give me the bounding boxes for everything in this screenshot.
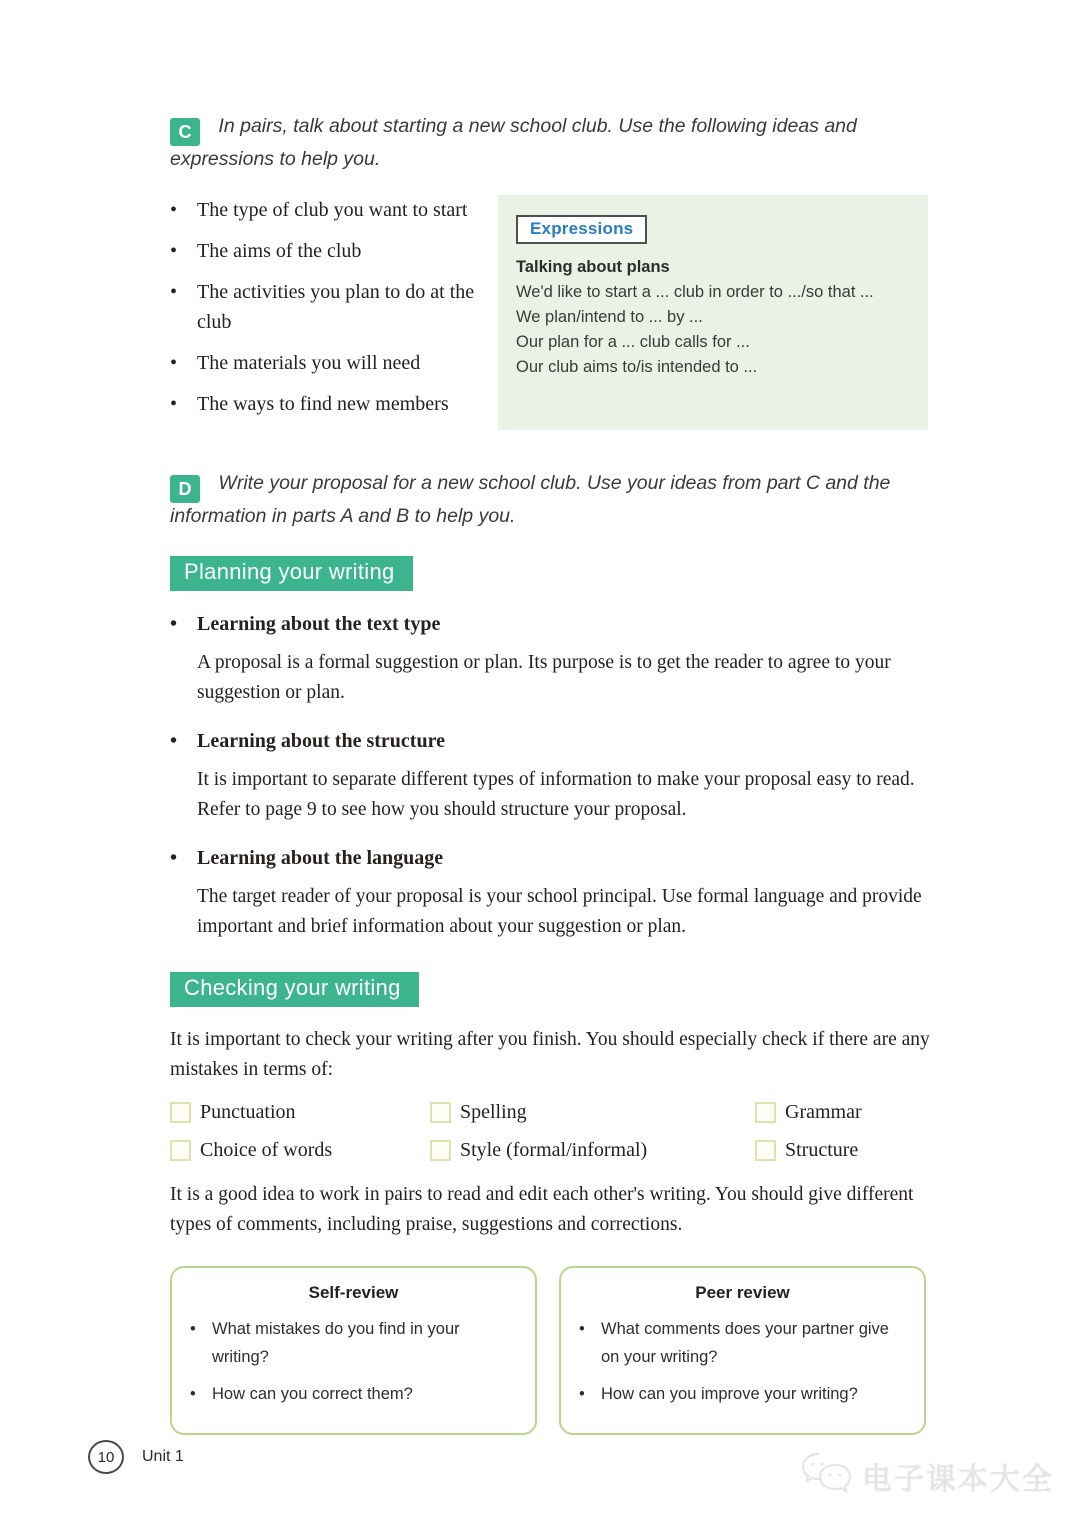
checkbox-item bbox=[170, 1139, 430, 1162]
expressions-title: Expressions bbox=[516, 215, 647, 244]
wechat-chat-bubbles-icon bbox=[800, 1451, 852, 1500]
planning-item-body: It is important to separate different types of information to make your proposal easy to read. Refer to page 9 to see how you should structure your proposal. bbox=[197, 769, 915, 820]
ideas-list bbox=[170, 195, 498, 430]
bullet-icon: • bbox=[170, 730, 178, 752]
part-c-instruction-row bbox=[170, 0, 932, 173]
planning-item-title: Learning about the language bbox=[197, 847, 444, 869]
watermark-text: 电子课本大全 bbox=[862, 1462, 1054, 1496]
checkbox-label: Spelling bbox=[460, 1101, 527, 1123]
expression-line: We plan/intend to ... by ... bbox=[516, 308, 703, 326]
idea-text: The activities you plan to do at the club bbox=[197, 281, 475, 333]
part-d-instruction-row bbox=[170, 470, 932, 530]
expression-line: We'd like to start a ... club in order to .../so that ... bbox=[516, 283, 874, 301]
peer-review-title: Peer review bbox=[695, 1283, 790, 1302]
checkbox-label: Structure bbox=[785, 1139, 859, 1161]
list-item bbox=[170, 277, 498, 337]
planning-heading: Planning your writing bbox=[170, 556, 413, 591]
watermark bbox=[800, 1451, 1054, 1500]
review-question-text: What comments does your partner give on your writing? bbox=[601, 1320, 889, 1366]
peer-review-box bbox=[559, 1266, 926, 1435]
list-item bbox=[170, 389, 498, 419]
expression-line: Our club aims to/is intended to ... bbox=[516, 358, 758, 376]
bullet-icon: • bbox=[170, 847, 178, 869]
list-item bbox=[170, 236, 498, 266]
idea-text: The aims of the club bbox=[197, 240, 362, 262]
planning-item-body: A proposal is a formal suggestion or plan. Its purpose is to get the reader to agree to your suggestion or plan. bbox=[197, 652, 891, 703]
planning-item bbox=[170, 613, 932, 708]
bullet-icon: • bbox=[170, 352, 178, 374]
bullet-icon: • bbox=[579, 1320, 585, 1338]
page-number: 10 bbox=[88, 1440, 124, 1474]
checkbox-item bbox=[755, 1101, 932, 1124]
checkbox-item bbox=[170, 1101, 430, 1124]
checkbox-item bbox=[430, 1139, 755, 1162]
checkbox-icon bbox=[755, 1140, 776, 1161]
list-item bbox=[170, 195, 498, 225]
bullet-icon: • bbox=[170, 240, 178, 262]
idea-text: The ways to find new members bbox=[197, 393, 449, 415]
checking-intro: It is important to check your writing after you finish. You should especially check if there are any mistakes in terms of: bbox=[170, 1029, 930, 1080]
self-review-box bbox=[170, 1266, 537, 1435]
bullet-icon: • bbox=[170, 199, 178, 221]
checkbox-icon bbox=[170, 1140, 191, 1161]
checkbox-label: Grammar bbox=[785, 1101, 862, 1123]
review-question-text: What mistakes do you find in your writing? bbox=[212, 1320, 460, 1366]
idea-text: The materials you will need bbox=[197, 352, 421, 374]
idea-text: The type of club you want to start bbox=[197, 199, 468, 221]
part-c-badge: C bbox=[170, 118, 200, 146]
checkbox-item bbox=[755, 1139, 932, 1162]
checking-heading: Checking your writing bbox=[170, 972, 419, 1007]
planning-item-title: Learning about the text type bbox=[197, 613, 441, 635]
self-review-title: Self-review bbox=[308, 1283, 399, 1302]
expression-line: Our plan for a ... club calls for ... bbox=[516, 333, 750, 351]
bullet-icon: • bbox=[170, 393, 178, 415]
bullet-icon: • bbox=[190, 1385, 196, 1403]
checkbox-icon bbox=[755, 1102, 776, 1123]
review-question-text: How can you correct them? bbox=[212, 1385, 413, 1403]
planning-item-body: The target reader of your proposal is your school principal. Use formal language and provide important and brief information about your suggestion or plan. bbox=[197, 886, 922, 937]
pair-work-note: It is a good idea to work in pairs to read and edit each other's writing. You should give different types of comments, including praise, suggestions and corrections. bbox=[170, 1184, 914, 1235]
review-question bbox=[579, 1380, 906, 1408]
planning-item-title: Learning about the structure bbox=[197, 730, 445, 752]
checkbox-item bbox=[430, 1101, 755, 1124]
review-question-text: How can you improve your writing? bbox=[601, 1385, 858, 1403]
bullet-icon: • bbox=[170, 281, 178, 303]
page-footer bbox=[88, 1440, 184, 1474]
part-d-instruction: Write your proposal for a new school club. Use your ideas from part C and the information in parts A and B to help you. bbox=[170, 472, 891, 527]
checkbox-grid bbox=[170, 1101, 932, 1162]
checkbox-icon bbox=[430, 1102, 451, 1123]
review-question bbox=[190, 1315, 517, 1371]
checkbox-label: Style (formal/informal) bbox=[460, 1139, 648, 1161]
checkbox-icon bbox=[430, 1140, 451, 1161]
planning-item bbox=[170, 730, 932, 825]
unit-label: Unit 1 bbox=[142, 1448, 184, 1465]
checkbox-icon bbox=[170, 1102, 191, 1123]
part-d-badge: D bbox=[170, 475, 200, 503]
planning-item bbox=[170, 847, 932, 942]
list-item bbox=[170, 348, 498, 378]
review-question bbox=[190, 1380, 517, 1408]
review-question bbox=[579, 1315, 906, 1371]
bullet-icon: • bbox=[579, 1385, 585, 1403]
expressions-subtitle: Talking about plans bbox=[516, 258, 670, 276]
part-c-instruction: In pairs, talk about starting a new school club. Use the following ideas and expressions to help you. bbox=[170, 115, 857, 170]
bullet-icon: • bbox=[190, 1320, 196, 1338]
bullet-icon: • bbox=[170, 613, 178, 635]
expressions-box bbox=[498, 195, 928, 430]
checkbox-label: Punctuation bbox=[200, 1101, 296, 1123]
checkbox-label: Choice of words bbox=[200, 1139, 333, 1161]
